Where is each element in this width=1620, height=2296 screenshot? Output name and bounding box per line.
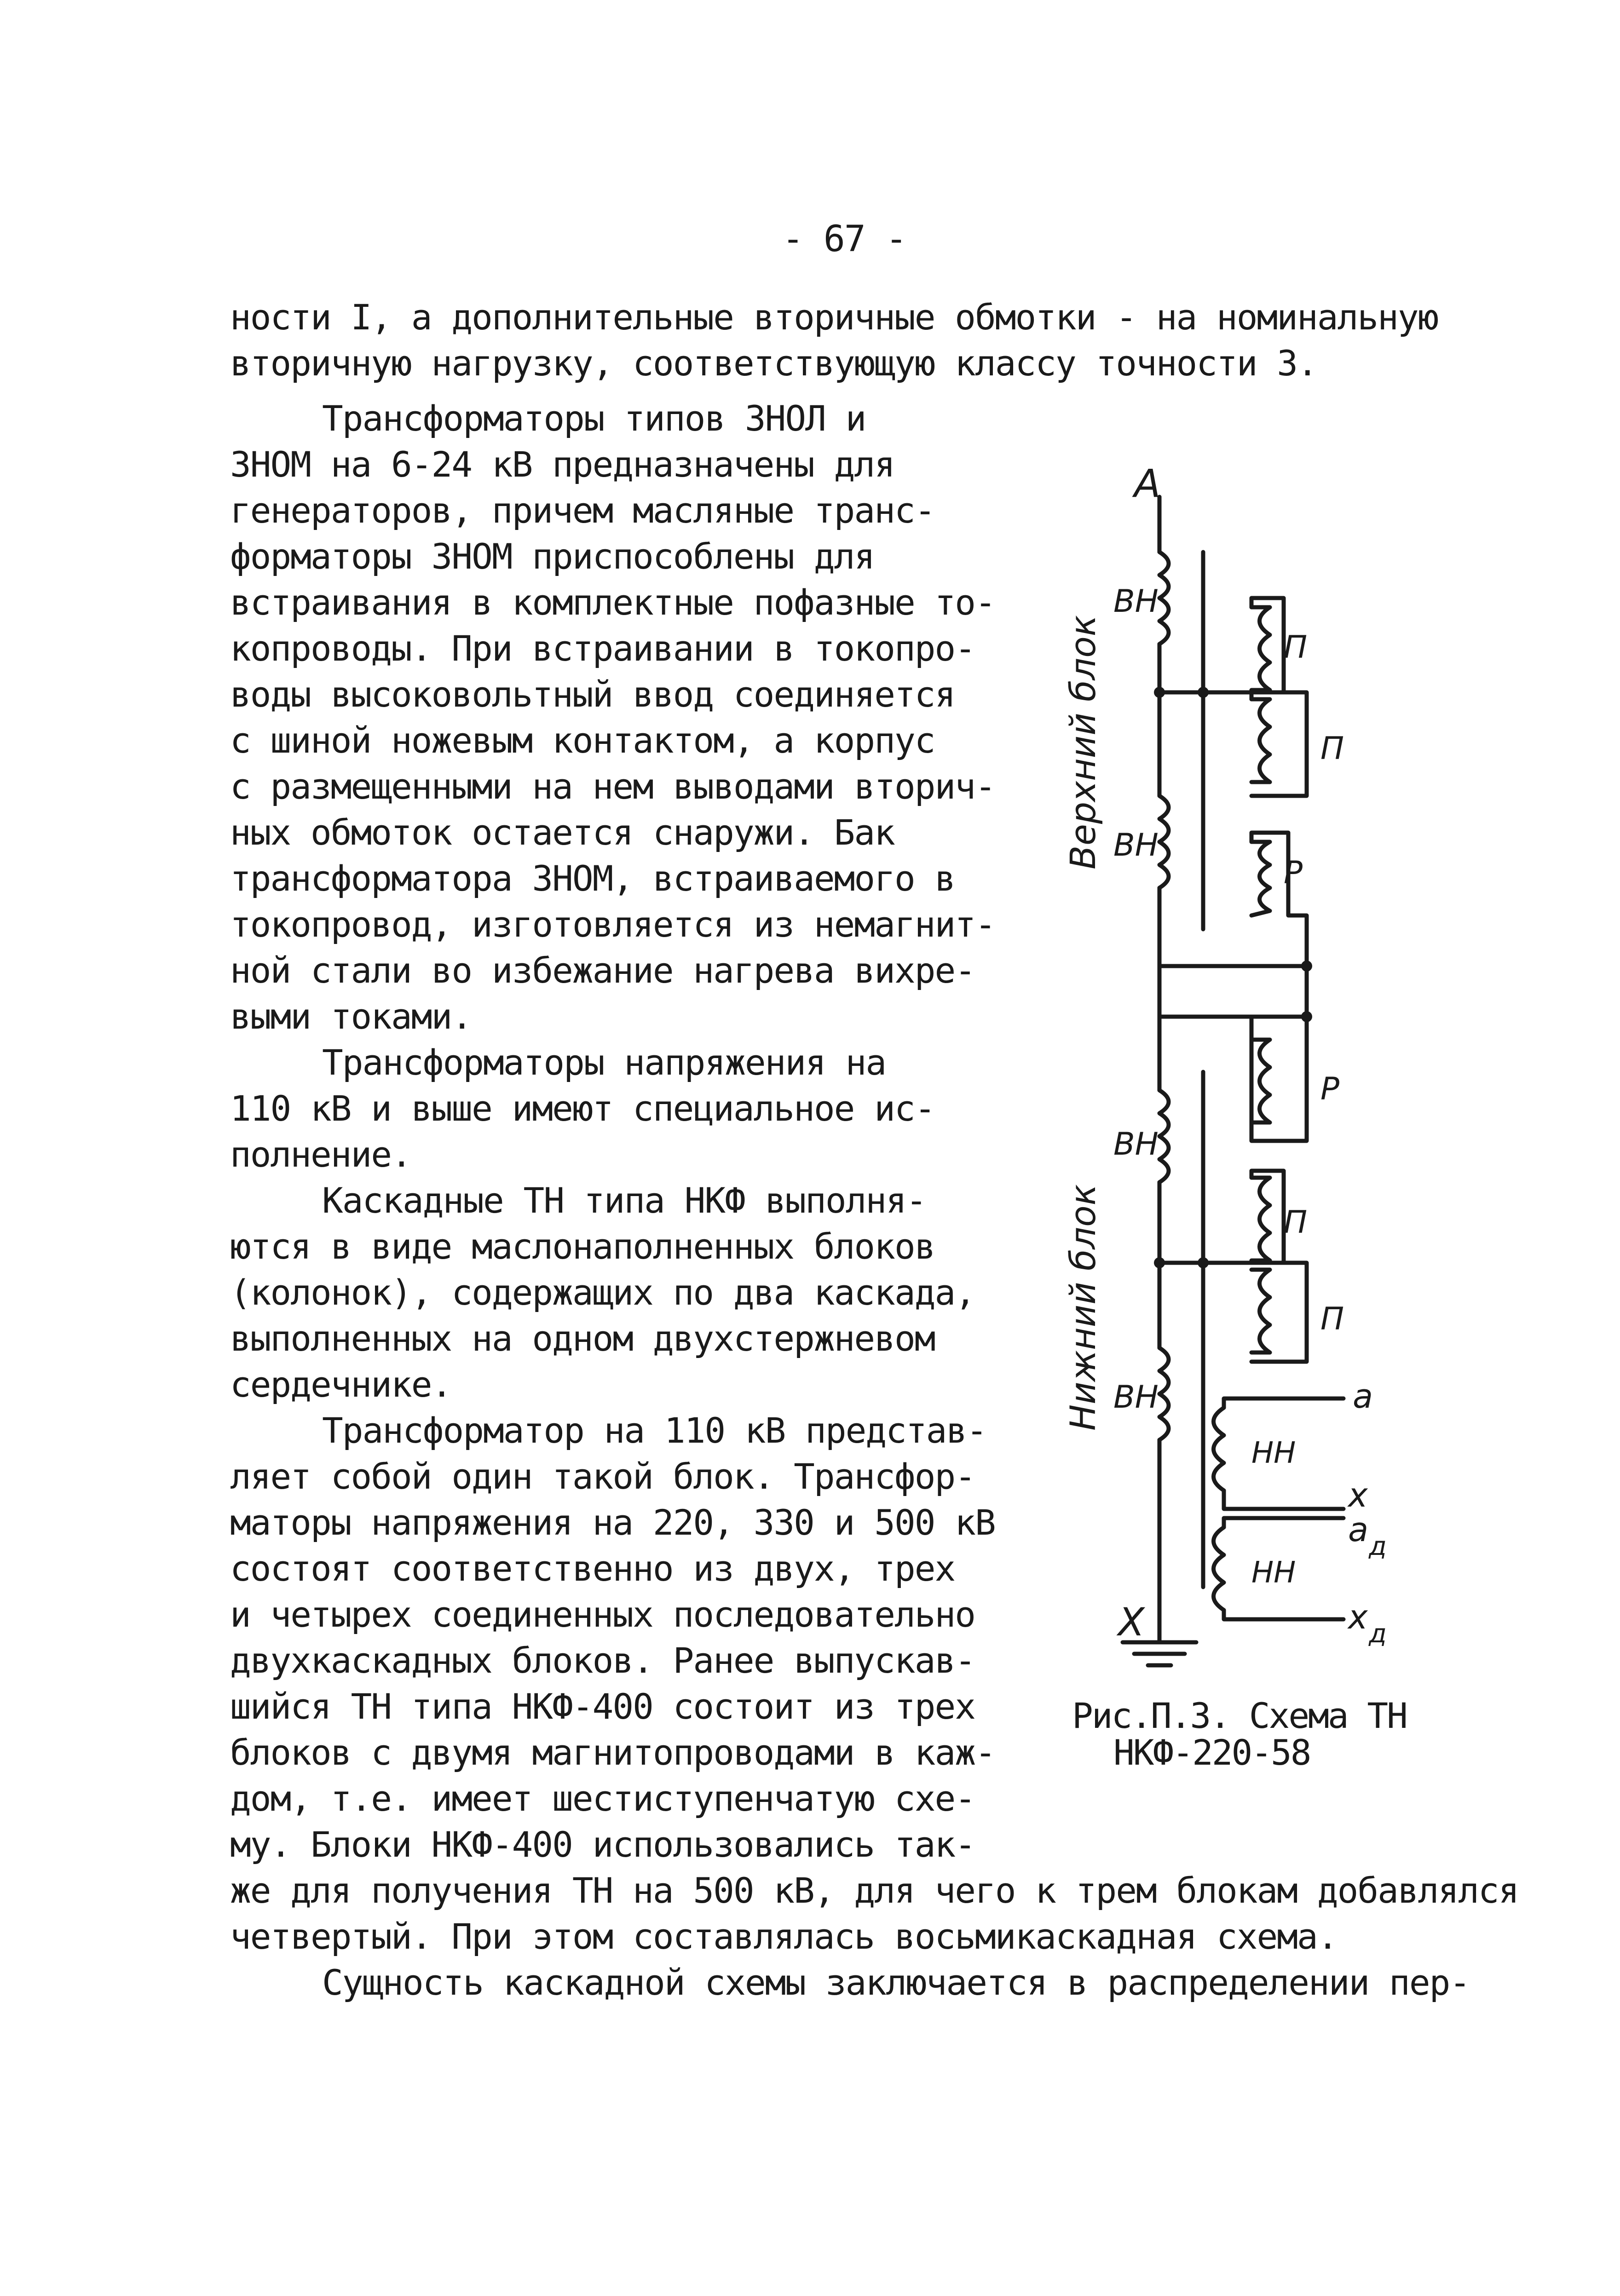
hv-label: ВН	[1113, 1379, 1159, 1416]
output-ad-label: a	[1348, 1510, 1369, 1549]
output-a-label: a	[1353, 1377, 1373, 1416]
coupling-frame-lower-1	[1251, 1171, 1284, 1263]
body-text-line: генераторов, причем масляные транс-	[230, 490, 935, 531]
body-text-line: токопровод, изготовляется из немагнит-	[230, 904, 995, 945]
page-number: - 67 -	[782, 219, 906, 260]
terminal-a-label: А	[1134, 461, 1161, 506]
body-text-line: Сущность каскадной схемы заключается в распределении пер-	[322, 1962, 1470, 2003]
hv-coil-upper-2	[1159, 796, 1169, 888]
lv-coil-2	[1214, 1527, 1224, 1610]
body-text-line: выми токами.	[230, 996, 472, 1037]
ground-symbol	[1123, 1642, 1196, 1665]
coupling-coil-upper-1	[1251, 607, 1270, 690]
body-text-line: Трансформаторы типов ЗНОЛ и	[322, 398, 866, 439]
link-coil-upper	[1251, 842, 1270, 915]
junction-dot	[1154, 687, 1165, 698]
hv-line	[1159, 888, 1307, 966]
lv-label: НН	[1251, 1556, 1296, 1590]
body-text-line: воды высоковольтный ввод соединяется	[230, 674, 955, 715]
hv-coil-upper-1	[1159, 552, 1169, 644]
lv-lead-ad	[1224, 1518, 1343, 1527]
body-text-line: ности I, а дополнительные вторичные обмотки - на номинальную	[230, 297, 1438, 338]
hv-coil-lower-2	[1159, 1348, 1169, 1440]
coupling-label: П	[1284, 629, 1308, 666]
junction-dot	[1198, 687, 1209, 698]
body-text-line: полнение.	[230, 1134, 411, 1175]
body-text-line: копроводы. При встраивании в токопро-	[230, 628, 975, 669]
hv-label: ВН	[1113, 583, 1159, 620]
body-text-line: Каскадные ТН типа НКФ выполня-	[322, 1180, 926, 1221]
lv-lead-xd	[1224, 1610, 1343, 1619]
body-text-line: шийся ТН типа НКФ-400 состоит из трех	[230, 1686, 975, 1727]
body-text-line: 110 кВ и выше имеют специальное ис-	[230, 1088, 935, 1129]
body-text-line: ной стали во избежание нагрева вихре-	[230, 950, 975, 991]
coupling-label: П	[1320, 731, 1344, 767]
body-text-line: же для получения ТН на 500 кВ, для чего к трем блокам добавлялся	[230, 1870, 1519, 1911]
transformer-schematic	[1012, 451, 1472, 1721]
link-coil-lower	[1251, 1040, 1270, 1122]
block-upper-label: Верхний блок	[1062, 615, 1103, 869]
hv-label: ВН	[1113, 1126, 1159, 1162]
lv-label: НН	[1251, 1436, 1296, 1470]
body-text-line: состоят соответственно из двух, трех	[230, 1548, 955, 1589]
body-text-line: сердечнике.	[230, 1364, 452, 1405]
body-text-line: с шиной ножевым контактом, а корпус	[230, 720, 935, 761]
hv-label: ВН	[1113, 827, 1159, 863]
lv-coil-1	[1214, 1408, 1224, 1490]
lv-lead-x	[1224, 1490, 1343, 1509]
figure-caption-line2: НКФ-220-58	[1113, 1732, 1310, 1773]
block-lower-label: Нижний блок	[1062, 1184, 1103, 1431]
body-text-line: (колонок), содержащих по два каскада,	[230, 1272, 975, 1313]
body-text-line: маторы напряжения на 220, 330 и 500 кВ	[230, 1502, 995, 1543]
body-text-line: с размещенными на нем выводами вторич-	[230, 766, 995, 807]
body-text-line: двухкаскадных блоков. Ранее выпускав-	[230, 1640, 975, 1681]
junction-dot	[1154, 1257, 1165, 1268]
body-text-line: трансформатора ЗНОМ, встраиваемого в	[230, 858, 955, 899]
output-ad-subscript: д	[1369, 1531, 1387, 1561]
body-text-line: блоков с двумя магнитопроводами в каж-	[230, 1732, 995, 1773]
body-text-line: му. Блоки НКФ-400 использовались так-	[230, 1824, 975, 1865]
body-text-line: ляет собой один такой блок. Трансфор-	[230, 1456, 975, 1497]
body-text-line: ются в виде маслонаполненных блоков	[230, 1226, 935, 1267]
body-text-line: дом, т.е. имеет шестиступенчатую схе-	[230, 1778, 975, 1819]
link-label: Р	[1320, 1071, 1340, 1107]
body-text-line: вторичную нагрузку, соответствующую классу точности 3.	[230, 343, 1317, 384]
block-link	[1159, 966, 1307, 1017]
terminal-x-label: Х	[1118, 1600, 1145, 1645]
body-text-line: и четырех соединенных последовательно	[230, 1594, 975, 1635]
coupling-label: П	[1320, 1301, 1344, 1337]
junction-dot	[1198, 1257, 1209, 1268]
body-text-line: Трансформатор на 110 кВ представ-	[322, 1410, 986, 1451]
body-text-line: выполненных на одном двухстержневом	[230, 1318, 935, 1359]
coupling-coil-lower-2	[1251, 1270, 1270, 1352]
junction-dot	[1301, 1011, 1312, 1022]
output-x-label: x	[1348, 1476, 1368, 1514]
body-text-line: четвертый. При этом составлялась восьмикаскадная схема.	[230, 1916, 1338, 1957]
link-label: Р	[1284, 855, 1303, 891]
hv-coil-lower-1	[1159, 1090, 1169, 1182]
coupling-frame-upper-1	[1251, 598, 1284, 692]
body-text-line: ЗНОМ на 6-24 кВ предназначены для	[230, 444, 894, 485]
lv-lead-a	[1224, 1398, 1343, 1408]
coupling-coil-lower-1	[1251, 1178, 1270, 1260]
coupling-label: П	[1284, 1204, 1308, 1241]
body-text-line: ных обмоток остается снаружи. Бак	[230, 812, 894, 853]
body-text-line: Трансформаторы напряжения на	[322, 1042, 886, 1083]
body-text-line: встраивания в комплектные пофазные то-	[230, 582, 995, 623]
coupling-coil-upper-2	[1251, 699, 1270, 782]
output-xd-label: x	[1348, 1598, 1368, 1636]
junction-dot	[1301, 961, 1312, 972]
figure-caption-line1: Рис.П.3. Схема ТН	[1072, 1695, 1407, 1736]
body-text-line: форматоры ЗНОМ приспособлены для	[230, 536, 875, 577]
output-xd-subscript: д	[1369, 1619, 1387, 1649]
